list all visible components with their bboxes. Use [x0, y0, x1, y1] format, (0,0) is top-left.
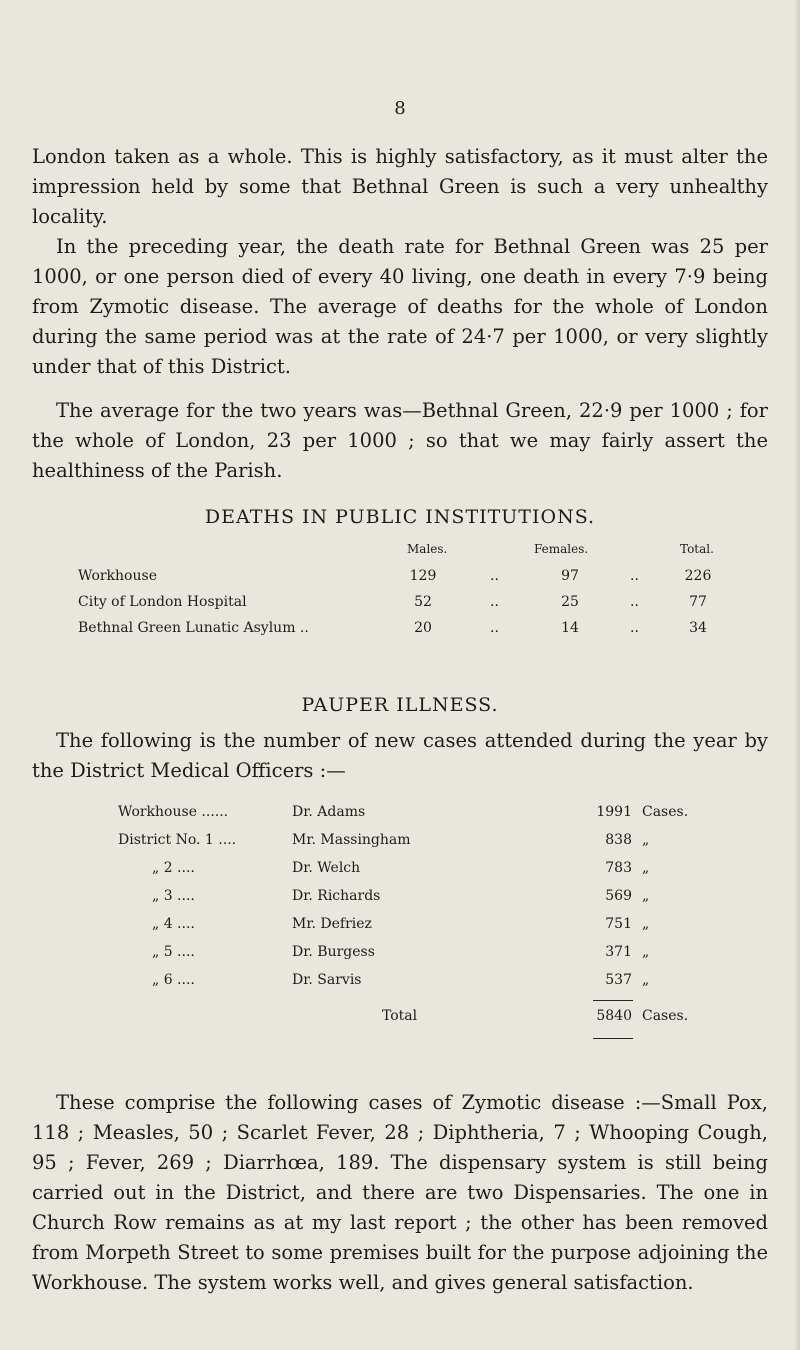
district-label: „ 3 ....: [152, 888, 195, 904]
institution-name: Workhouse: [78, 568, 157, 584]
table-row: [118, 832, 698, 860]
officer-name: Mr. Massingham: [292, 832, 411, 848]
column-total: Total.: [680, 542, 714, 556]
cases-count: 838: [605, 832, 632, 848]
page-edge-shadow: [794, 0, 800, 1350]
table-row: [118, 888, 698, 916]
separator: ..: [630, 594, 639, 610]
paragraph-new-cases: The following is the number of new cases attended during the year by the District Medical Officers :—: [32, 729, 768, 782]
cases-count: 569: [605, 888, 632, 904]
total-count: 34: [689, 620, 707, 636]
total-rule-top: [593, 1000, 633, 1001]
males-count: 52: [414, 594, 432, 610]
total-rule-bottom: [593, 1038, 633, 1039]
cases-unit: Cases.: [642, 1008, 689, 1024]
separator: ..: [490, 568, 499, 584]
column-males: Males.: [407, 542, 448, 556]
officer-name: Dr. Sarvis: [292, 972, 362, 988]
ditto-mark: „: [642, 972, 650, 988]
table-row: [78, 620, 718, 646]
females-count: 25: [561, 594, 579, 610]
females-count: 97: [561, 568, 579, 584]
paragraph-continuation: London taken as a whole. This is highly satisfactory, as it must alter the impression held by some that Bethnal Green is such a very unhealthy locality.: [32, 145, 768, 228]
officer-name: Dr. Burgess: [292, 944, 375, 960]
total-count: 77: [689, 594, 707, 610]
cases-count: 371: [605, 944, 632, 960]
column-females: Females.: [534, 542, 589, 556]
females-count: 14: [561, 620, 579, 636]
paragraph-zymotic-cases: These comprise the following cases of Zymotic disease :—Small Pox, 118 ; Measles, 50 ; Scarlet Fever, 28 ; Diphtheria, 7 ; Whooping Cough, 95 ; Fever, 269 ; Diarrhœa, 189. The dispensary system is still being carried out in the District, and there are two Dispensaries. The one in Church Row remains as at my last report ; the other has been removed from Morpeth Street to some premises built for the purpose adjoining the Workhouse. The system works well, and gives general satisfaction.: [32, 1091, 768, 1294]
separator: ..: [490, 620, 499, 636]
separator: ..: [630, 620, 639, 636]
district-label: „ 6 ....: [152, 972, 195, 988]
males-count: 129: [409, 568, 437, 584]
total-cases: 5840: [596, 1008, 632, 1024]
cases-count: 1991: [596, 804, 632, 820]
district-label: „ 2 ....: [152, 860, 195, 876]
table-row: [78, 568, 718, 594]
page-number: 8: [394, 98, 406, 119]
officer-name: Mr. Defriez: [292, 916, 372, 932]
paragraph-two-year-average: The average for the two years was—Bethnal Green, 22·9 per 1000 ; for the whole of London, 23 per 1000 ; so that we may fairly assert the healthiness of the Parish.: [32, 399, 768, 482]
district-label: District No. 1 ....: [118, 832, 237, 848]
ditto-mark: „: [642, 888, 650, 904]
ditto-mark: „: [642, 832, 650, 848]
institution-name: Bethnal Green Lunatic Asylum ..: [78, 620, 309, 636]
separator: ..: [630, 568, 639, 584]
total-count: 226: [684, 568, 712, 584]
ditto-mark: „: [642, 944, 650, 960]
district-label: „ 4 ....: [152, 916, 195, 932]
cases-count: 537: [605, 972, 632, 988]
officer-name: Dr. Richards: [292, 888, 381, 904]
ditto-mark: „: [642, 860, 650, 876]
deaths-heading: DEATHS IN PUBLIC INSTITUTIONS.: [204, 506, 596, 528]
pauper-illness-heading: PAUPER ILLNESS.: [301, 694, 499, 716]
total-label: Total: [382, 1008, 418, 1024]
separator: ..: [490, 594, 499, 610]
cases-unit: Cases.: [642, 804, 689, 820]
ditto-mark: „: [642, 916, 650, 932]
table-row: [118, 944, 698, 972]
officer-name: Dr. Adams: [292, 804, 366, 820]
table-row: [118, 804, 698, 832]
table-row: [118, 860, 698, 888]
males-count: 20: [414, 620, 432, 636]
table-row: [118, 972, 698, 1000]
cases-count: 783: [605, 860, 632, 876]
table-row: [118, 916, 698, 944]
district-label: „ 5 ....: [152, 944, 195, 960]
cases-count: 751: [605, 916, 632, 932]
paragraph-preceding-year: In the preceding year, the death rate for Bethnal Green was 25 per 1000, or one person died of every 40 living, one death in every 7·9 being from Zymotic disease. The average of deaths for the whole of London during the same period was at the rate of 24·7 per 1000, or very slightly under that of this District.: [32, 235, 768, 378]
table-row: [78, 594, 718, 620]
institution-name: City of London Hospital: [78, 594, 247, 610]
district-label: Workhouse ......: [118, 804, 229, 820]
total-row: [118, 1008, 698, 1036]
officer-name: Dr. Welch: [292, 860, 361, 876]
